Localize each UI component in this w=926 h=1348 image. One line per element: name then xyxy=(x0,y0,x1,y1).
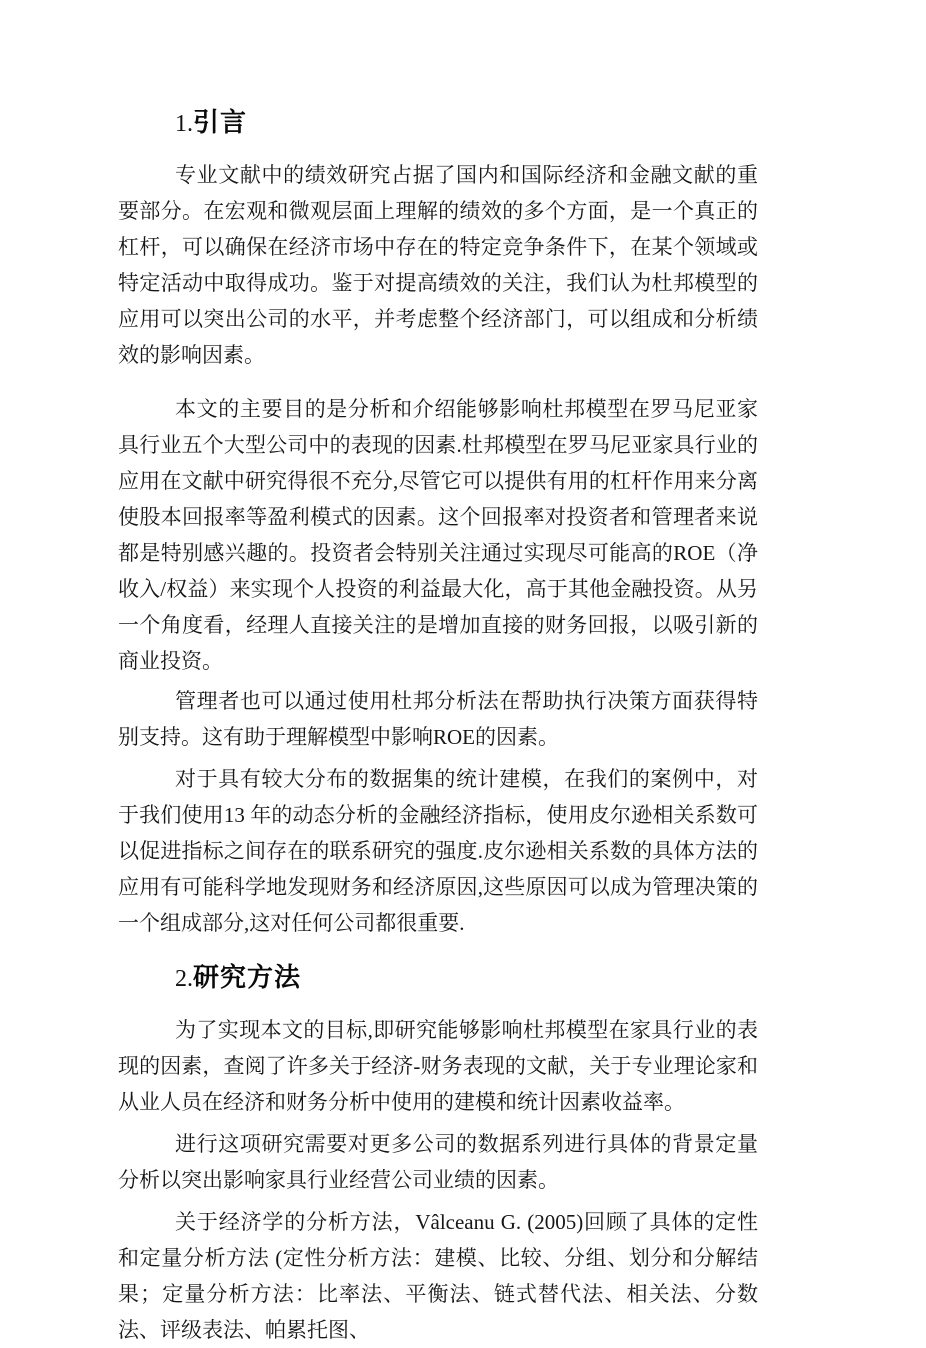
section-2-heading xyxy=(175,957,758,1000)
section-1-heading-title: 引言 xyxy=(193,108,248,138)
section-2-paragraph-1: 为了实现本文的目标,即研究能够影响杜邦模型在家具行业的表现的因素，查阅了许多关于经济-财务表现的文献，关于专业理论家和从业人员在经济和财务分析中使用的建模和统计因素收益率。 xyxy=(118,1018,758,1114)
section-1-paragraph-4: 对于具有较大分布的数据集的统计建模，在我们的案例中，对于我们使用13 年的动态分析的金融经济指标，使用皮尔逊相关系数可以促进指标之间存在的联系研究的强度.皮尔逊相关系数的具体方法的应用有可能科学地发现财务和经济原因,这些原因可以成为管理决策的一个组成部分,这对任何公司都很重要. xyxy=(118,767,758,935)
section-1-heading xyxy=(175,102,758,145)
section-1-heading-number: 1. xyxy=(175,111,193,137)
section-introduction xyxy=(118,102,758,941)
section-2-paragraph-2: 进行这项研究需要对更多公司的数据系列进行具体的背景定量分析以突出影响家具行业经营公司业绩的因素。 xyxy=(118,1132,758,1192)
section-2-paragraph-3: 关于经济学的分析方法，Vâlceanu G. (2005)回顾了具体的定性和定量分析方法 (定性分析方法：建模、比较、分组、划分和分解结果；定量分析方法：比率法、平衡法、链式替代法、相关法、分数法、评级表法、帕累托图、 xyxy=(118,1210,758,1342)
section-methodology xyxy=(118,957,758,1348)
section-2-heading-title: 研究方法 xyxy=(193,963,302,993)
section-2-heading-number: 2. xyxy=(175,966,193,992)
section-1-paragraph-1: 专业文献中的绩效研究占据了国内和国际经济和金融文献的重要部分。在宏观和微观层面上理解的绩效的多个方面，是一个真正的杠杆，可以确保在经济市场中存在的特定竞争条件下，在某个领域或特定活动中取得成功。鉴于对提高绩效的关注，我们认为杜邦模型的应用可以突出公司的水平，并考虑整个经济部门，可以组成和分析绩效的影响因素。 xyxy=(118,163,758,367)
section-1-paragraph-2: 本文的主要目的是分析和介绍能够影响杜邦模型在罗马尼亚家具行业五个大型公司中的表现的因素.杜邦模型在罗马尼亚家具行业的应用在文献中研究得很不充分,尽管它可以提供有用的杠杆作用来分离使股本回报率等盈利模式的因素。这个回报率对投资者和管理者来说都是特别感兴趣的。投资者会特别关注通过实现尽可能高的ROE（净收入/权益）来实现个人投资的利益最大化，高于其他金融投资。从另一个角度看，经理人直接关注的是增加直接的财务回报，以吸引新的商业投资。 xyxy=(118,397,758,673)
section-1-paragraph-3: 管理者也可以通过使用杜邦分析法在帮助执行决策方面获得特别支持。这有助于理解模型中影响ROE的因素。 xyxy=(118,689,758,749)
